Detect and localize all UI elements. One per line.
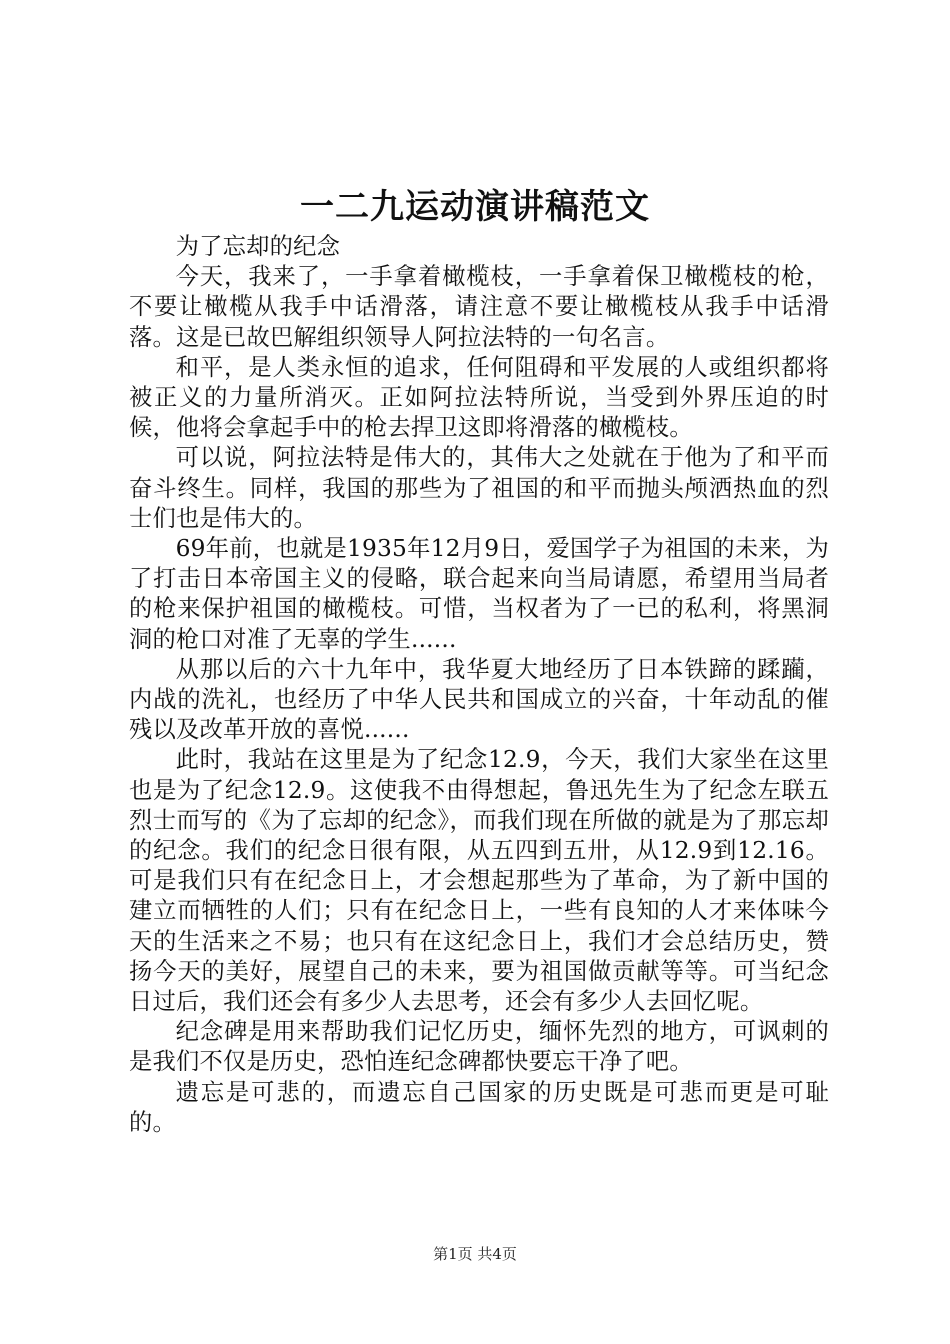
page-footer: 第1页 共4页 bbox=[433, 1245, 517, 1263]
document-body bbox=[129, 232, 829, 1138]
paragraph: 可以说，阿拉法特是伟大的，其伟大之处就在于他为了和平而奋斗终生。同样，我国的那些为了祖国的和平而抛头颅洒热血的烈士们也是伟大的。 bbox=[129, 444, 829, 532]
paragraph: 今天，我来了，一手拿着橄榄枝，一手拿着保卫橄榄枝的枪，不要让橄榄从我手中话滑落，请注意不要让橄榄枝从我手中话滑落。这是已故巴解组织领导人阿拉法特的一句名言。 bbox=[129, 263, 829, 351]
paragraph: 从那以后的六十九年中，我华夏大地经历了日本铁蹄的蹂躏，内战的洗礼，也经历了中华人民共和国成立的兴奋，十年动乱的催残以及改革开放的喜悦...... bbox=[129, 655, 829, 744]
paragraph-subtitle: 为了忘却的纪念 bbox=[175, 233, 341, 260]
document-title: 一二九运动演讲稿范文 bbox=[300, 187, 650, 227]
paragraph: 和平，是人类永恒的追求，任何阻碍和平发展的人或组织都将被正义的力量所消灭。正如阿拉法特所说，当受到外界压迫的时候，他将会拿起手中的枪去捍卫这即将滑落的橄榄枝。 bbox=[129, 353, 829, 442]
paragraph: 纪念碑是用来帮助我们记忆历史，缅怀先烈的地方，可讽刺的是我们不仅是历史，恐怕连纪念碑都快要忘干净了吧。 bbox=[129, 1018, 829, 1076]
paragraph: 遗忘是可悲的，而遗忘自己国家的历史既是可悲而更是可耻的。 bbox=[129, 1078, 829, 1136]
paragraph: 69年前，也就是1935年12月9日，爱国学子为祖国的未来，为了打击日本帝国主义的侵略，联合起来向当局请愿，希望用当局者的枪来保护祖国的橄榄枝。可惜，当权者为了一已的私利，将黑洞洞的枪口对准了无辜的学生...... bbox=[129, 535, 829, 653]
paragraph: 此时，我站在这里是为了纪念12.9，今天，我们大家坐在这里也是为了纪念12.9。这使我不由得想起，鲁迅先生为了纪念左联五烈士而写的《为了忘却的纪念》，而我们现在所做的就是为了那忘却的纪念。我们的纪念日很有限，从五四到五卅，从12.9到12.16。可是我们只有在纪念日上，才会想起那些为了革命，为了新中国的建立而牺牲的人们；只有在纪念日上，一些有良知的人才来体味今天的生活来之不易；也只有在这纪念日上，我们才会总结历史，赞扬今天的美好，展望自己的未来，要为祖国做贡献等等。可当纪念日过后，我们还会有多少人去思考，还会有多少人去回忆呢。 bbox=[129, 746, 829, 1016]
